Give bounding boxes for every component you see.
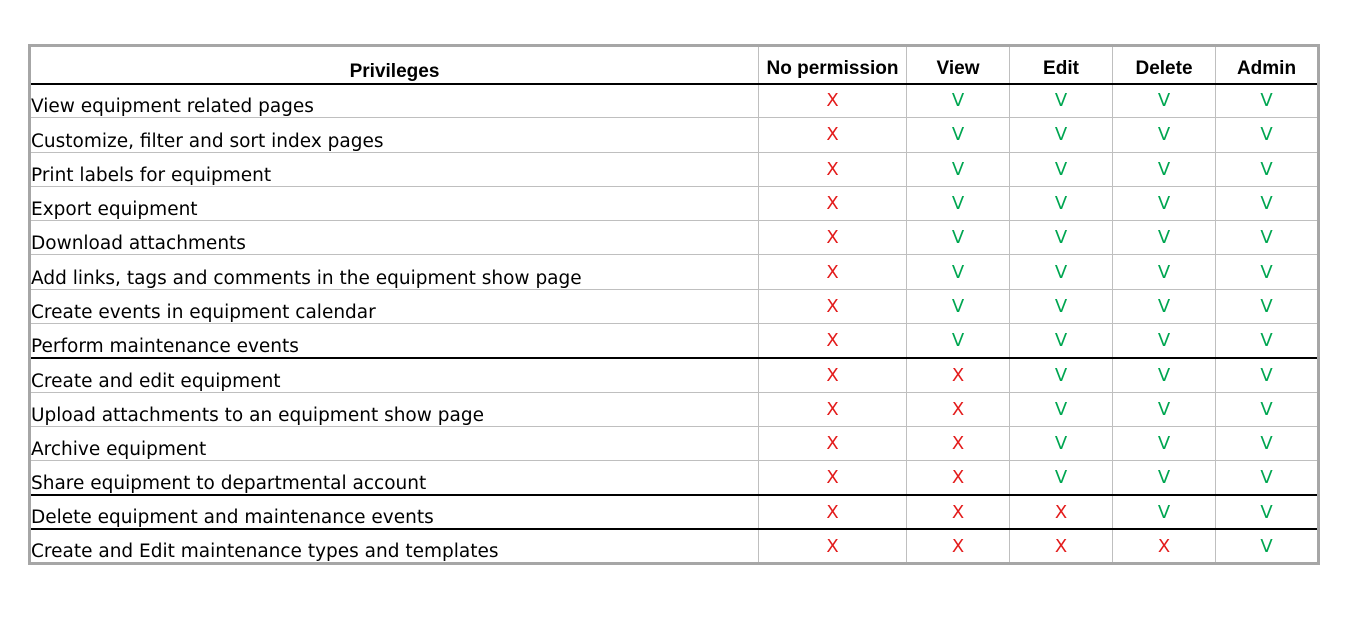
- granted-mark-view: V: [907, 152, 1010, 186]
- granted-mark-delete: V: [1113, 426, 1216, 460]
- table-row: [30, 289, 1319, 323]
- table-row: [30, 495, 1319, 529]
- denied-mark-no-permission: X: [759, 426, 907, 460]
- granted-mark-edit: V: [1010, 392, 1113, 426]
- granted-mark-admin: V: [1216, 529, 1319, 563]
- granted-mark-admin: V: [1216, 426, 1319, 460]
- denied-mark-view: X: [907, 392, 1010, 426]
- denied-mark-no-permission: X: [759, 255, 907, 289]
- denied-mark-no-permission: X: [759, 221, 907, 255]
- denied-mark-no-permission: X: [759, 186, 907, 220]
- privilege-cell: Archive equipment: [30, 426, 759, 460]
- privilege-cell: Customize, filter and sort index pages: [30, 118, 759, 152]
- granted-mark-edit: V: [1010, 152, 1113, 186]
- privilege-cell: Create and edit equipment: [30, 358, 759, 392]
- granted-mark-edit: V: [1010, 186, 1113, 220]
- table-row: [30, 529, 1319, 563]
- column-header-admin: Admin: [1216, 46, 1319, 84]
- granted-mark-admin: V: [1216, 495, 1319, 529]
- column-header-view: View: [907, 46, 1010, 84]
- granted-mark-delete: V: [1113, 84, 1216, 118]
- table-row: [30, 324, 1319, 358]
- denied-mark-view: X: [907, 529, 1010, 563]
- granted-mark-view: V: [907, 186, 1010, 220]
- denied-mark-no-permission: X: [759, 324, 907, 358]
- table-row: [30, 152, 1319, 186]
- privilege-cell: Export equipment: [30, 186, 759, 220]
- granted-mark-edit: V: [1010, 358, 1113, 392]
- table-row: [30, 255, 1319, 289]
- denied-mark-no-permission: X: [759, 392, 907, 426]
- granted-mark-admin: V: [1216, 461, 1319, 495]
- granted-mark-admin: V: [1216, 289, 1319, 323]
- granted-mark-view: V: [907, 289, 1010, 323]
- granted-mark-admin: V: [1216, 84, 1319, 118]
- granted-mark-admin: V: [1216, 152, 1319, 186]
- denied-mark-no-permission: X: [759, 358, 907, 392]
- header-row: [30, 46, 1319, 84]
- denied-mark-view: X: [907, 426, 1010, 460]
- granted-mark-edit: V: [1010, 84, 1113, 118]
- denied-mark-edit: X: [1010, 529, 1113, 563]
- granted-mark-delete: V: [1113, 358, 1216, 392]
- granted-mark-delete: V: [1113, 324, 1216, 358]
- denied-mark-no-permission: X: [759, 461, 907, 495]
- granted-mark-delete: V: [1113, 461, 1216, 495]
- granted-mark-view: V: [907, 255, 1010, 289]
- granted-mark-admin: V: [1216, 118, 1319, 152]
- granted-mark-view: V: [907, 221, 1010, 255]
- granted-mark-admin: V: [1216, 255, 1319, 289]
- privilege-cell: Create events in equipment calendar: [30, 289, 759, 323]
- granted-mark-delete: V: [1113, 392, 1216, 426]
- denied-mark-edit: X: [1010, 495, 1113, 529]
- granted-mark-edit: V: [1010, 289, 1113, 323]
- table-row: [30, 461, 1319, 495]
- denied-mark-no-permission: X: [759, 495, 907, 529]
- table-row: [30, 358, 1319, 392]
- granted-mark-edit: V: [1010, 118, 1113, 152]
- privileges-table: [28, 44, 1320, 565]
- granted-mark-edit: V: [1010, 324, 1113, 358]
- table-row: [30, 84, 1319, 118]
- table-row: [30, 186, 1319, 220]
- column-header-edit: Edit: [1010, 46, 1113, 84]
- privilege-cell: View equipment related pages: [30, 84, 759, 118]
- denied-mark-no-permission: X: [759, 289, 907, 323]
- table-row: [30, 118, 1319, 152]
- granted-mark-view: V: [907, 324, 1010, 358]
- privilege-cell: Perform maintenance events: [30, 324, 759, 358]
- privilege-cell: Create and Edit maintenance types and templates: [30, 529, 759, 563]
- granted-mark-view: V: [907, 118, 1010, 152]
- granted-mark-admin: V: [1216, 392, 1319, 426]
- granted-mark-edit: V: [1010, 255, 1113, 289]
- granted-mark-delete: V: [1113, 289, 1216, 323]
- denied-mark-no-permission: X: [759, 152, 907, 186]
- denied-mark-no-permission: X: [759, 529, 907, 563]
- column-header-privileges: Privileges: [30, 46, 759, 84]
- granted-mark-delete: V: [1113, 186, 1216, 220]
- granted-mark-delete: V: [1113, 221, 1216, 255]
- privilege-cell: Download attachments: [30, 221, 759, 255]
- denied-mark-no-permission: X: [759, 118, 907, 152]
- table-row: [30, 221, 1319, 255]
- granted-mark-delete: V: [1113, 118, 1216, 152]
- granted-mark-admin: V: [1216, 358, 1319, 392]
- granted-mark-delete: V: [1113, 152, 1216, 186]
- privilege-cell: Share equipment to departmental account: [30, 461, 759, 495]
- privilege-cell: Delete equipment and maintenance events: [30, 495, 759, 529]
- granted-mark-admin: V: [1216, 186, 1319, 220]
- denied-mark-view: X: [907, 358, 1010, 392]
- granted-mark-admin: V: [1216, 324, 1319, 358]
- denied-mark-delete: X: [1113, 529, 1216, 563]
- denied-mark-view: X: [907, 461, 1010, 495]
- granted-mark-delete: V: [1113, 255, 1216, 289]
- denied-mark-no-permission: X: [759, 84, 907, 118]
- granted-mark-edit: V: [1010, 426, 1113, 460]
- denied-mark-view: X: [907, 495, 1010, 529]
- granted-mark-admin: V: [1216, 221, 1319, 255]
- table-body: [30, 84, 1319, 564]
- granted-mark-delete: V: [1113, 495, 1216, 529]
- granted-mark-view: V: [907, 84, 1010, 118]
- granted-mark-edit: V: [1010, 221, 1113, 255]
- granted-mark-edit: V: [1010, 461, 1113, 495]
- column-header-delete: Delete: [1113, 46, 1216, 84]
- privilege-cell: Add links, tags and comments in the equipment show page: [30, 255, 759, 289]
- column-header-no-permission: No permission: [759, 46, 907, 84]
- privilege-cell: Print labels for equipment: [30, 152, 759, 186]
- table-row: [30, 426, 1319, 460]
- table-row: [30, 392, 1319, 426]
- privilege-cell: Upload attachments to an equipment show page: [30, 392, 759, 426]
